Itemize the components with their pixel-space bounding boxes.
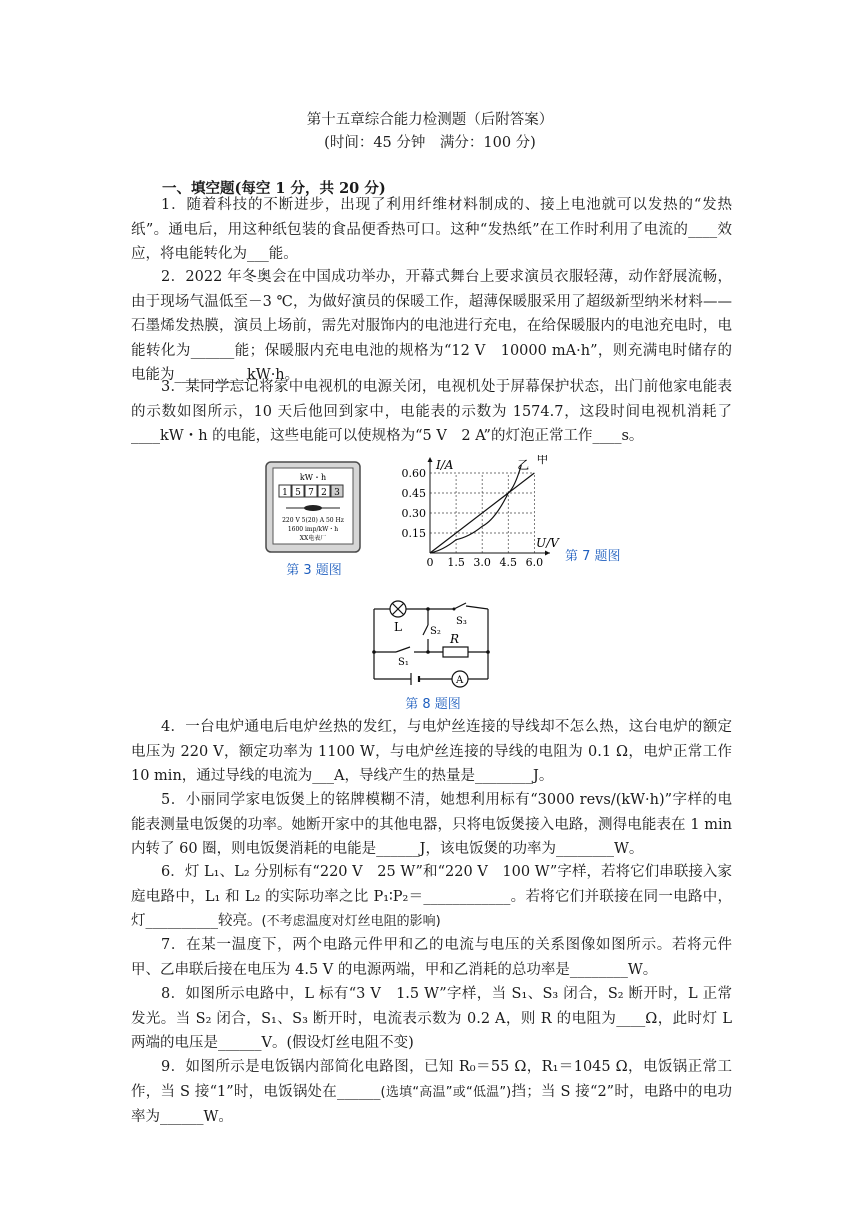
x-tick-label: 1.5: [447, 556, 465, 567]
switch-s3-icon: [453, 603, 467, 611]
page-title: 第十五章综合能力检测题（后附答案）: [306, 112, 554, 128]
x-axis-label: U/V: [536, 536, 559, 550]
meter-spec-line2: 1600 imp/kW・h: [287, 526, 339, 533]
y-tick-label: 0.30: [401, 507, 426, 520]
question-4: 4．一台电炉通电后电炉丝热的发红，与电炉丝连接的导线却不怎么热，这台电炉的额定电压为 220 V，额定功率为 1100 W，与电炉丝连接的导线的电阻为 0.1 Ω，电炉正常工作 10 min，通过导线的电流为___A，导线产生的热量是________J。: [131, 719, 732, 784]
s1-label: S₁: [398, 657, 409, 668]
question-6-note: (不考虑温度对灯丝电阻的影响): [261, 914, 441, 929]
y-tick-label: 0.15: [401, 527, 426, 540]
question-2: 2．2022 年冬奥会在中国成功举办，开幕式舞台上要求演员衣服轻薄，动作舒展流畅，由于现场气温低至－3 ℃，为做好演员的保暖工作，超薄保暖服采用了超级新型纳米材料——石墨烯发热膜，演员上场前，需先对服饰内的电池进行充电，在给保暖服内的电池充电时，电能转化为______能；保暖服内充电电池的规格为“12 V 10000 mA·h”，则充满电时储存的电能为__________kW·h。: [131, 269, 732, 383]
ammeter-label: A: [456, 675, 464, 686]
section-heading: 一、填空题(每空 1 分，共 20 分): [162, 180, 386, 197]
x-tick-label: 0: [426, 556, 434, 567]
x-tick-label: 3.0: [473, 556, 491, 567]
meter-digit: 7: [308, 488, 314, 498]
question-9-text-after: 挡；当 S 接“2”时，电路中的电功率为______W。: [131, 1083, 732, 1125]
meter-digit: 5: [295, 488, 301, 498]
iu-chart: [400, 455, 565, 567]
figure-8-caption: 第 8 题图: [405, 697, 461, 712]
y-axis-arrow-icon: [428, 457, 433, 462]
electric-meter-figure: [264, 460, 364, 554]
series-label-yi: 乙: [517, 458, 530, 472]
battery-icon: [411, 673, 419, 685]
meter-digit: 2: [321, 488, 327, 498]
resistor-label: R: [450, 632, 460, 646]
series-label-jia: 甲: [536, 455, 549, 466]
meter-unit: kW・h: [299, 473, 327, 482]
circuit-diagram: [368, 597, 498, 689]
y-tick-label: 0.45: [401, 487, 426, 500]
figure-7-caption: 第 7 题图: [565, 549, 621, 564]
y-tick-label: 0.60: [401, 467, 426, 480]
meter-digit: 1: [282, 488, 288, 498]
resistor-icon: [443, 647, 468, 657]
question-6: [131, 860, 732, 935]
x-tick-label: 6.0: [525, 556, 544, 567]
question-6-text: 6．灯 L₁、L₂ 分别标有“220 V 25 W”和“220 V 100 W”字样，若将它们串联接入家庭电路中，L₁ 和 L₂ 的实际功率之比 P₁∶P₂＝____________。若将它们并联接在同一电路中，灯__________较亮。: [131, 864, 732, 929]
meter-spec-line1: 220 V 5(20) A 50 Hz: [282, 517, 344, 524]
question-7: 7．在某一温度下，两个电路元件甲和乙的电流与电压的关系图像如图所示。若将元件甲、乙串联后接在电压为 4.5 V 的电源两端，甲和乙消耗的总功率是________W。: [131, 937, 732, 978]
figure-7: [400, 455, 630, 567]
meter-digit-decimal: 3: [334, 488, 340, 498]
y-axis-label: I/A: [436, 458, 454, 472]
series-line-yi: [430, 465, 521, 553]
lamp-icon: [390, 601, 406, 617]
x-axis-arrow-icon: [545, 551, 550, 556]
question-9-text: 9．如图所示是电饭锅内部简化电路图，已知 R₀＝55 Ω，R₁＝1045 Ω，电饭锅正常工作，当 S 接“1”时，电饭锅处在______: [131, 1059, 732, 1100]
s3-label: S₃: [456, 616, 467, 627]
figure-3-caption: 第 3 题图: [286, 563, 342, 578]
x-tick-label: 4.5: [499, 556, 518, 567]
question-8: 8．如图所示电路中，L 标有“3 V 1.5 W”字样，当 S₁、S₃ 闭合，S₂ 断开时，L 正常发光。当 S₂ 闭合，S₁、S₃ 断开时，电流表示数为 0.2 A，则 R 的电阻为____Ω，此时灯 L 两端的电压是______V。(假设灯丝电阻不变): [131, 986, 732, 1051]
question-9-note: (选填“高温”或“低温”): [380, 1084, 512, 1100]
page-subtitle: (时间：45 分钟 满分：100 分): [324, 135, 536, 151]
figure-3: [264, 460, 364, 578]
question-5: 5．小丽同学家电饭煲上的铭牌模糊不清，她想利用标有“3000 revs/(kW·h)”字样的电能表测量电饭煲的功率。她断开家中的其他电器，只将电饭煲接入电路，测得电能表在 1 min 内转了 60 圈，则电饭煲消耗的电能是______J，该电饭煲的功率为________W。: [131, 792, 732, 857]
question-1: 1．随着科技的不断进步，出现了利用纤维材料制成的、接上电池就可以发热的“发热纸”。通电后，用这种纸包装的食品便香热可口。这种“发热纸”在工作时利用了电流的____效应，将电能转化为___能。: [131, 197, 732, 262]
question-3: 3．某同学忘记将家中电视机的电源关闭，电视机处于屏幕保护状态，出门前他家电能表的示数如图所示，10 天后他回到家中，电能表的示数为 1574.7，这段时间电视机消耗了____kW・h 的电能，这些电能可以使规格为“5 V 2 A”的灯泡正常工作____s。: [131, 379, 732, 444]
s2-label: S₂: [430, 626, 441, 637]
meter-digits: [279, 485, 343, 498]
figure-8: [368, 597, 498, 712]
lamp-label: L: [394, 620, 402, 634]
meter-maker: XX电表厂: [299, 535, 327, 542]
question-9: [131, 1055, 732, 1130]
